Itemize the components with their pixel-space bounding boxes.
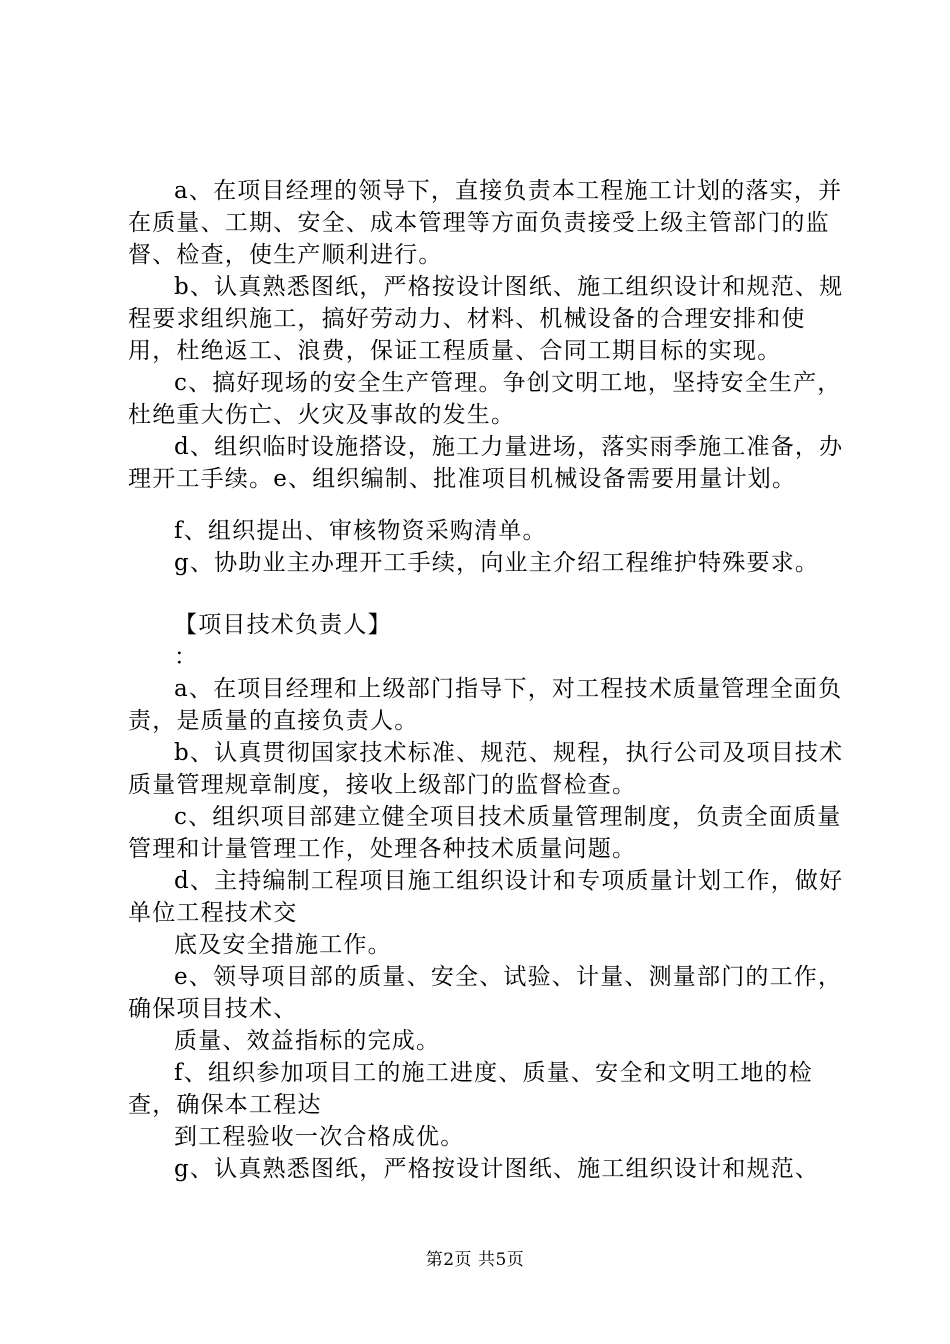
page-footer: 第2页 共5页 — [425, 1250, 525, 1270]
tech-paragraph-g: g、认真熟悉图纸，严格按设计图纸、施工组织设计和规范、 — [174, 1156, 820, 1182]
tech-paragraph-c: c、组织项目部建立健全项目技术质量管理制度，负责全面质量管理和计量管理工作，处理各种技术质量问题。 — [128, 804, 842, 862]
document-body — [128, 175, 848, 1185]
paragraph-d-e: d、组织临时设施搭设，施工力量进场，落实雨季施工准备，办理开工手续。e、组织编制、批准项目机械设备需要用量计划。 — [128, 434, 844, 492]
tech-paragraph-f: f、组织参加项目工的施工进度、质量、安全和文明工地的检查，确保本工程达 — [128, 1060, 813, 1118]
tech-paragraph-d: d、主持编制工程项目施工组织设计和专项质量计划工作，做好单位工程技术交 — [128, 868, 844, 926]
tech-paragraph-f-cont: 到工程验收一次合格成优。 — [174, 1124, 465, 1150]
spacer — [128, 579, 848, 609]
paragraph-c: c、搞好现场的安全生产管理。争创文明工地，坚持安全生产，杜绝重大伤亡、火灾及事故的发生。 — [128, 370, 842, 428]
tech-paragraph-e: e、领导项目部的质量、安全、试验、计量、测量部门的工作，确保项目技术、 — [128, 964, 843, 1022]
paragraph-g: g、协助业主办理开工手续，向业主介绍工程维护特殊要求。 — [174, 550, 820, 576]
paragraph-b: b、认真熟悉图纸，严格按设计图纸、施工组织设计和规范、规程要求组织施工，搞好劳动力、材料、机械设备的合理安排和使用，杜绝返工、浪费，保证工程质量、合同工期目标的实现。 — [128, 274, 844, 364]
tech-paragraph-d-cont: 底及安全措施工作。 — [174, 932, 392, 958]
tech-paragraph-a: a、在项目经理和上级部门指导下，对工程技术质量管理全面负责，是质量的直接负责人。 — [128, 676, 843, 734]
section-heading: 【项目技术负责人】 — [174, 612, 392, 638]
tech-paragraph-b: b、认真贯彻国家技术标准、规范、规程，执行公司及项目技术质量管理规章制度，接收上级部门的监督检查。 — [128, 740, 844, 798]
paragraph-a: a、在项目经理的领导下，直接负责本工程施工计划的落实，并在质量、工期、安全、成本管理等方面负责接受上级主管部门的监督、检查，使生产顺利进行。 — [128, 178, 843, 268]
section-colon: ： — [174, 644, 199, 670]
paragraph-f: f、组织提出、审核物资采购清单。 — [174, 518, 547, 544]
tech-paragraph-e-cont: 质量、效益指标的完成。 — [174, 1028, 441, 1054]
spacer — [128, 495, 848, 515]
